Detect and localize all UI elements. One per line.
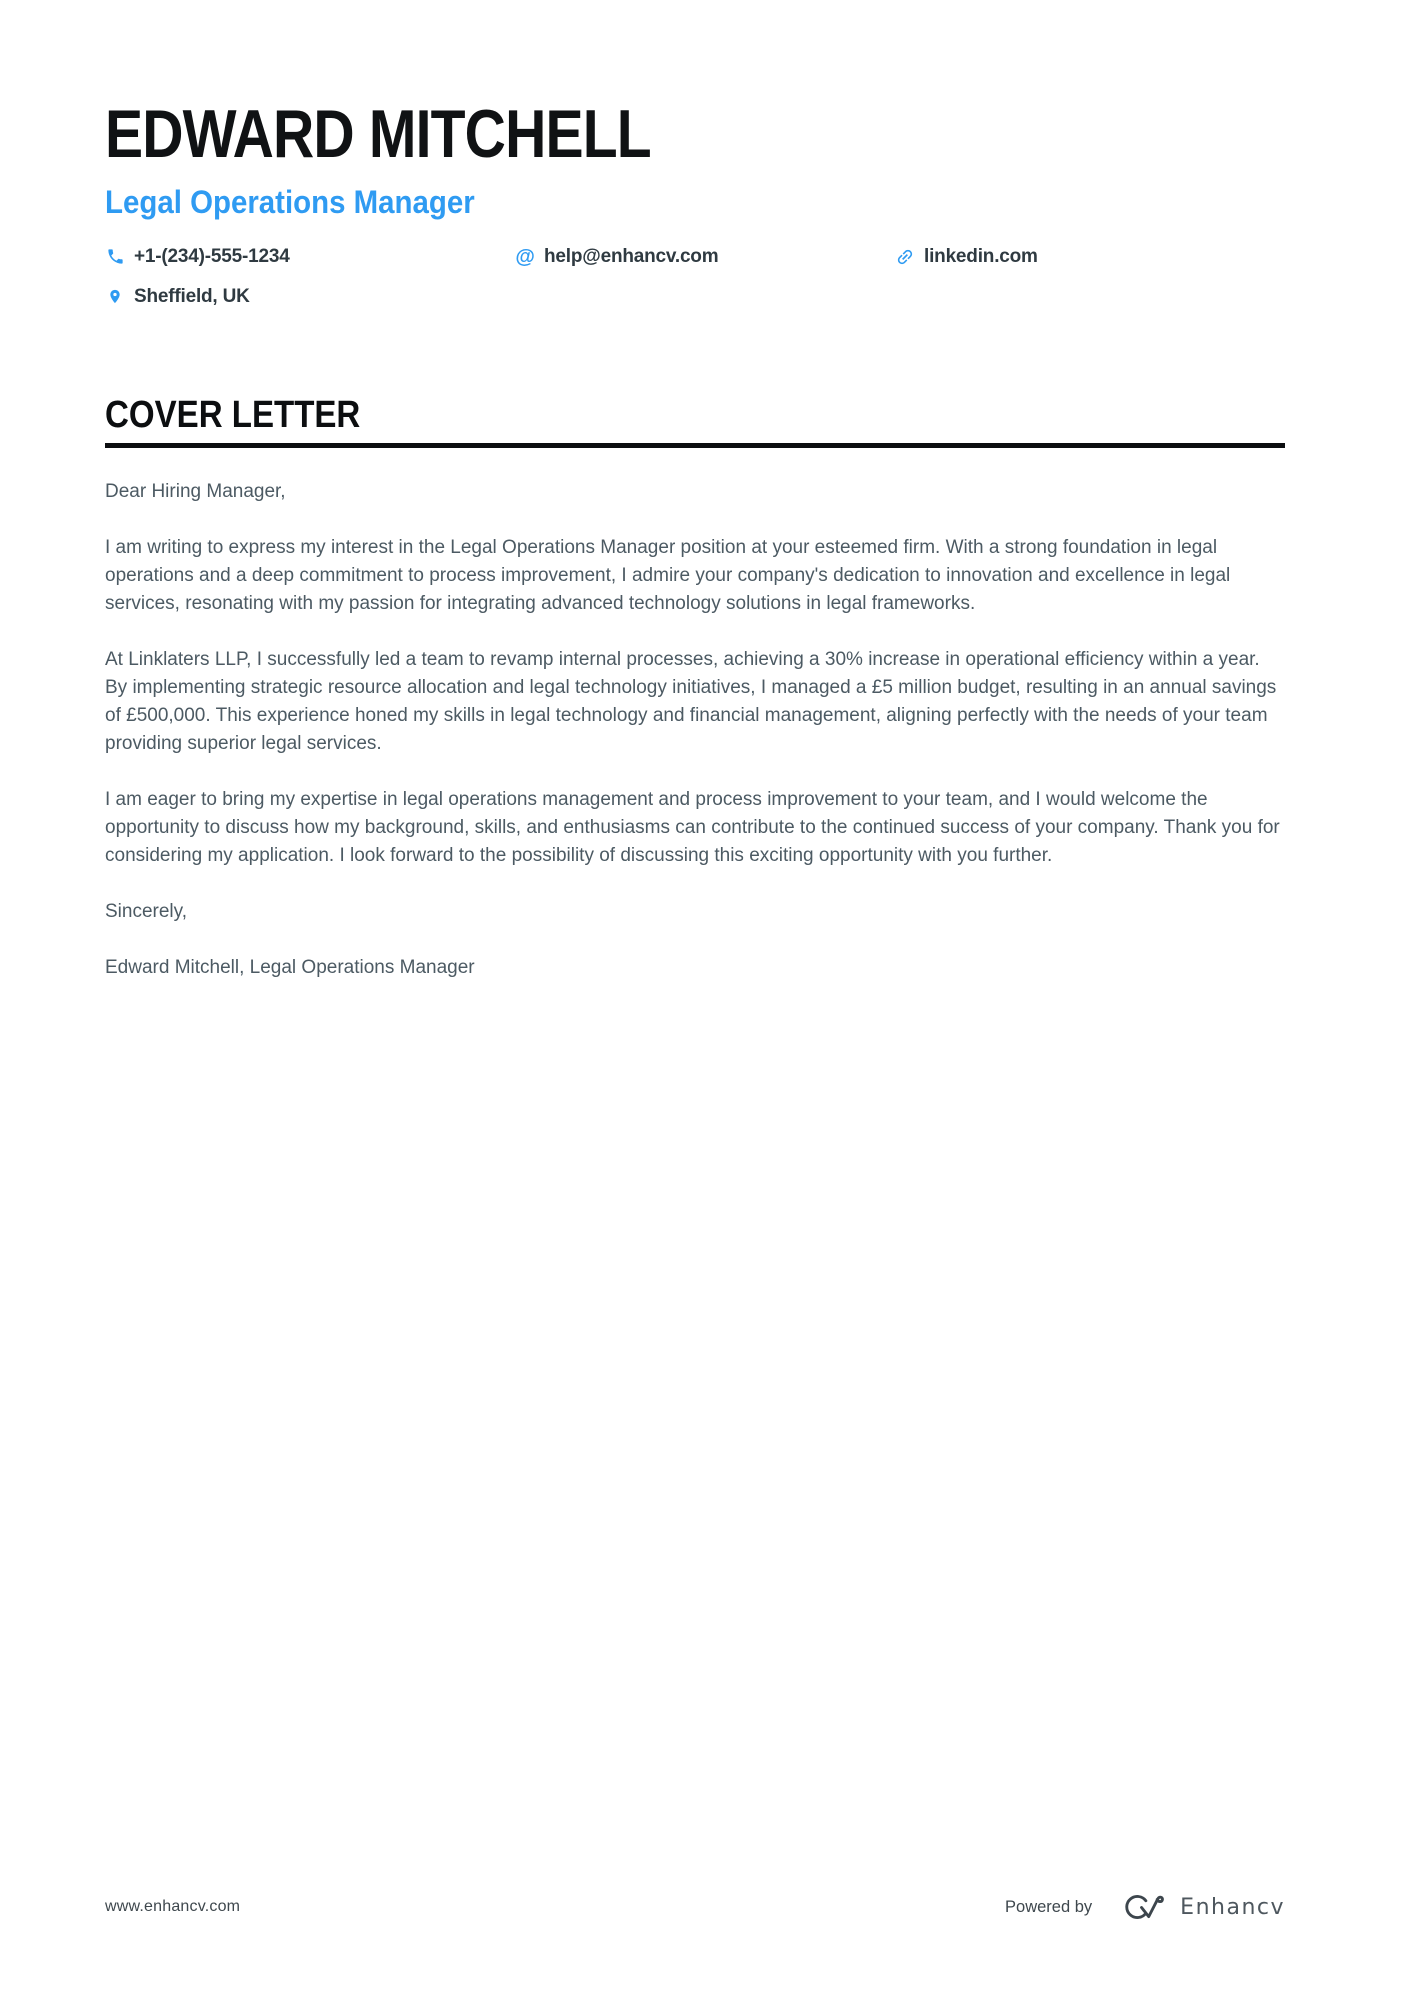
location-text: Sheffield, UK <box>134 285 250 307</box>
section-title: COVER LETTER <box>105 393 361 436</box>
website-link[interactable]: www.enhancv.com <box>105 1898 241 1915</box>
link-icon <box>895 247 915 267</box>
paragraph-experience: At Linklaters LLP, I successfully led a team to revamp internal processes, achieving a 30% increase in operational efficiency within a year. By implementing strategic resource allocation and legal technology initiatives, I managed a £5 million budget, resulting in an annual savings of £500,000. This experience honed my skills in legal technology and financial management, aligning perfectly with the needs of your team providing superior legal services. <box>105 648 1277 754</box>
powered-by-group[interactable] <box>1005 1891 1285 1923</box>
linkedin-contact[interactable] <box>895 246 1285 268</box>
sign-off: Sincerely, <box>105 900 188 922</box>
at-icon: @ <box>515 245 535 268</box>
section-heading <box>105 393 1285 448</box>
enhancv-wordmark: Enhancv <box>1180 1894 1285 1920</box>
cover-letter-section <box>105 393 1285 982</box>
powered-by-label: Powered by <box>1005 1897 1093 1916</box>
contact-info <box>105 246 1285 308</box>
phone-icon <box>105 247 125 266</box>
linkedin-url: linkedin.com <box>924 245 1038 267</box>
email-contact[interactable] <box>515 246 895 268</box>
email-address: help@enhancv.com <box>544 245 719 267</box>
phone-number: +1-(234)-555-1234 <box>134 245 290 267</box>
header <box>105 96 1285 308</box>
signature: Edward Mitchell, Legal Operations Manager <box>105 956 475 978</box>
page-footer <box>105 1891 1285 1923</box>
phone-contact[interactable] <box>105 246 515 268</box>
paragraph-intro: I am writing to express my interest in the Legal Operations Manager position at your esteemed firm. With a strong foundation in legal operations and a deep commitment to process improvement, I admire your company's dedication to innovation and excellence in legal services, resonating with my passion for integrating advanced technology solutions in legal frameworks. <box>105 536 1231 614</box>
location-contact[interactable] <box>105 286 515 308</box>
job-title: Legal Operations Manager <box>105 184 475 220</box>
enhancv-logo-icon <box>1118 1891 1166 1923</box>
letter-body <box>105 478 1285 982</box>
paragraph-closing: I am eager to bring my expertise in legal operations management and process improvement to your team, and I would welcome the opportunity to discuss how my background, skills, and enthusiasms can contribute to the continued success of your company. Thank you for considering my application. I look forward to the possibility of discussing this exciting opportunity with you further. <box>105 788 1280 866</box>
salutation: Dear Hiring Manager, <box>105 480 286 502</box>
person-name: EDWARD MITCHELL <box>105 96 651 172</box>
location-icon <box>105 287 125 306</box>
